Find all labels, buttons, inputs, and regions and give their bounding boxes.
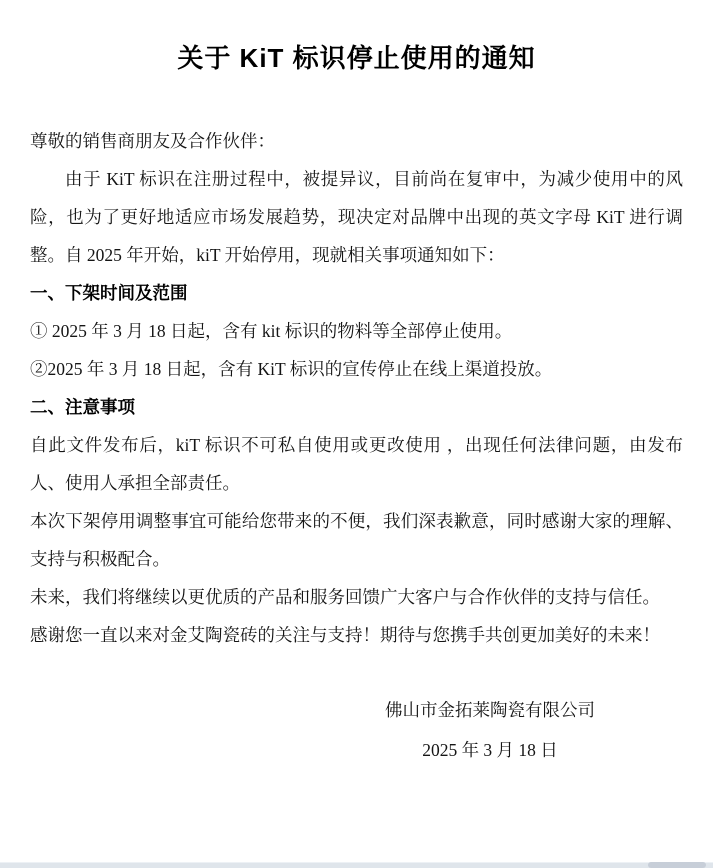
horizontal-scrollbar-track[interactable] [0,862,713,868]
section2-paragraph-2: 本次下架停用调整事宜可能给您带来的不便，我们深表歉意，同时感谢大家的理解、支持与积极配合。 [30,511,683,569]
section2-paragraph-4: 感谢您一直以来对金艾陶瓷砖的关注与支持！期待与您携手共创更加美好的未来！ [30,625,660,645]
intro-paragraph: 由于 KiT 标识在注册过程中，被提异议，目前尚在复审中，为减少使用中的风险，也为了更好地适应市场发展趋势，现决定对品牌中出现的英文字母 KiT 进行调整。自 2025 年开始，kiT 开始停用，现就相关事项通知如下： [30,169,683,265]
section2-heading: 二、注意事项 [30,397,135,417]
section1-item-2: ②2025 年 3 月 18 日起，含有 KiT 标识的宣传停止在线上渠道投放。 [30,359,553,379]
greeting-line: 尊敬的销售商朋友及合作伙伴： [30,131,275,151]
signature-block [385,690,595,770]
section2-paragraph-1: 自此文件发布后，kiT 标识不可私自使用或更改使用 ，出现任何法律问题，由发布人、使用人承担全部责任。 [30,435,683,493]
section1-heading: 一、下架时间及范围 [30,283,188,303]
signature-date: 2025 年 3 月 18 日 [422,740,558,760]
signature-company: 佛山市金拓莱陶瓷有限公司 [385,700,595,720]
section1-item-1: ① 2025 年 3 月 18 日起，含有 kit 标识的物料等全部停止使用。 [30,321,513,341]
section2-paragraph-3: 未来，我们将继续以更优质的产品和服务回馈广大客户与合作伙伴的支持与信任。 [30,587,660,607]
document-title: 关于 KiT 标识停止使用的通知 [177,43,536,73]
horizontal-scrollbar-thumb[interactable] [648,862,706,868]
